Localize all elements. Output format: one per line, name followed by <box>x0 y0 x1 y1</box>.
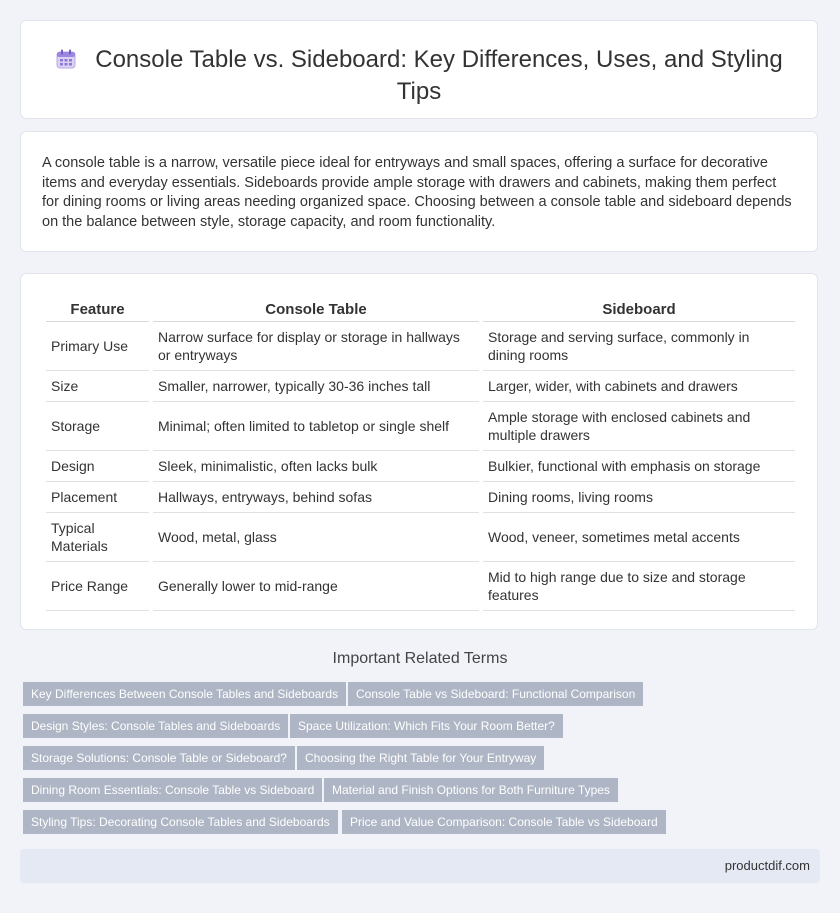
related-tag-link[interactable]: Key Differences Between Console Tables and Sideboards <box>23 682 346 706</box>
related-tag-link[interactable]: Material and Finish Options for Both Furniture Types <box>324 778 618 802</box>
row-console: Smaller, narrower, typically 30-36 inches tall <box>153 371 479 402</box>
row-feature: Price Range <box>46 562 149 611</box>
row-sideboard: Storage and serving surface, commonly in dining rooms <box>483 322 795 371</box>
row-feature: Placement <box>46 482 149 513</box>
row-feature: Design <box>46 451 149 482</box>
row-sideboard: Wood, veneer, sometimes metal accents <box>483 513 795 562</box>
table-row <box>46 482 795 513</box>
table-row <box>46 402 795 451</box>
header-sideboard: Sideboard <box>483 295 795 322</box>
table-row <box>46 451 795 482</box>
comparison-table <box>42 295 799 611</box>
intro-paragraph: A console table is a narrow, versatile piece ideal for entryways and small spaces, offering a surface for decorative items and everyday essentials. Sideboards provide ample storage with drawers and cabinets, making them perfect for dining rooms or living areas needing organized space. Choosing between a console table and sideboard depends on the balance between style, storage capacity, and room functionality. <box>42 155 792 230</box>
footer <box>20 849 820 883</box>
title-card <box>20 20 818 119</box>
row-sideboard: Ample storage with enclosed cabinets and multiple drawers <box>483 402 795 451</box>
related-tag-link[interactable]: Styling Tips: Decorating Console Tables and Sideboards <box>23 810 338 834</box>
footer-site: productdif.com <box>724 858 810 873</box>
row-feature: Primary Use <box>46 322 149 371</box>
related-tag-link[interactable]: Storage Solutions: Console Table or Sideboard? <box>23 746 295 770</box>
related-terms-title: Important Related Terms <box>332 650 508 667</box>
related-tag-link[interactable]: Price and Value Comparison: Console Table vs Sideboard <box>342 810 666 834</box>
table-row <box>46 322 795 371</box>
table-row <box>46 562 795 611</box>
row-feature: Typical Materials <box>46 513 149 562</box>
row-feature: Storage <box>46 402 149 451</box>
header-feature: Feature <box>46 295 149 322</box>
row-console: Narrow surface for display or storage in hallways or entryways <box>153 322 479 371</box>
comparison-card <box>20 273 818 630</box>
related-tag-link[interactable]: Choosing the Right Table for Your Entryway <box>297 746 544 770</box>
row-sideboard: Bulkier, functional with emphasis on storage <box>483 451 795 482</box>
row-sideboard: Larger, wider, with cabinets and drawers <box>483 371 795 402</box>
header-console-table: Console Table <box>153 295 479 322</box>
related-tag-link[interactable]: Console Table vs Sideboard: Functional Comparison <box>348 682 643 706</box>
table-row <box>46 371 795 402</box>
page-title-wrap <box>21 45 817 106</box>
calendar-icon <box>55 48 77 77</box>
row-sideboard: Dining rooms, living rooms <box>483 482 795 513</box>
row-console: Hallways, entryways, behind sofas <box>153 482 479 513</box>
row-feature: Size <box>46 371 149 402</box>
row-console: Minimal; often limited to tabletop or single shelf <box>153 402 479 451</box>
page-title: Console Table vs. Sideboard: Key Differences, Uses, and Styling Tips <box>95 46 783 105</box>
related-tag-link[interactable]: Dining Room Essentials: Console Table vs Sideboard <box>23 778 322 802</box>
intro-card <box>20 131 818 252</box>
row-sideboard: Mid to high range due to size and storage features <box>483 562 795 611</box>
table-row <box>46 513 795 562</box>
related-tag-link[interactable]: Design Styles: Console Tables and Sideboards <box>23 714 288 738</box>
row-console: Generally lower to mid-range <box>153 562 479 611</box>
related-tag-link[interactable]: Space Utilization: Which Fits Your Room Better? <box>290 714 563 738</box>
row-console: Wood, metal, glass <box>153 513 479 562</box>
row-console: Sleek, minimalistic, often lacks bulk <box>153 451 479 482</box>
table-header-row <box>46 295 795 322</box>
